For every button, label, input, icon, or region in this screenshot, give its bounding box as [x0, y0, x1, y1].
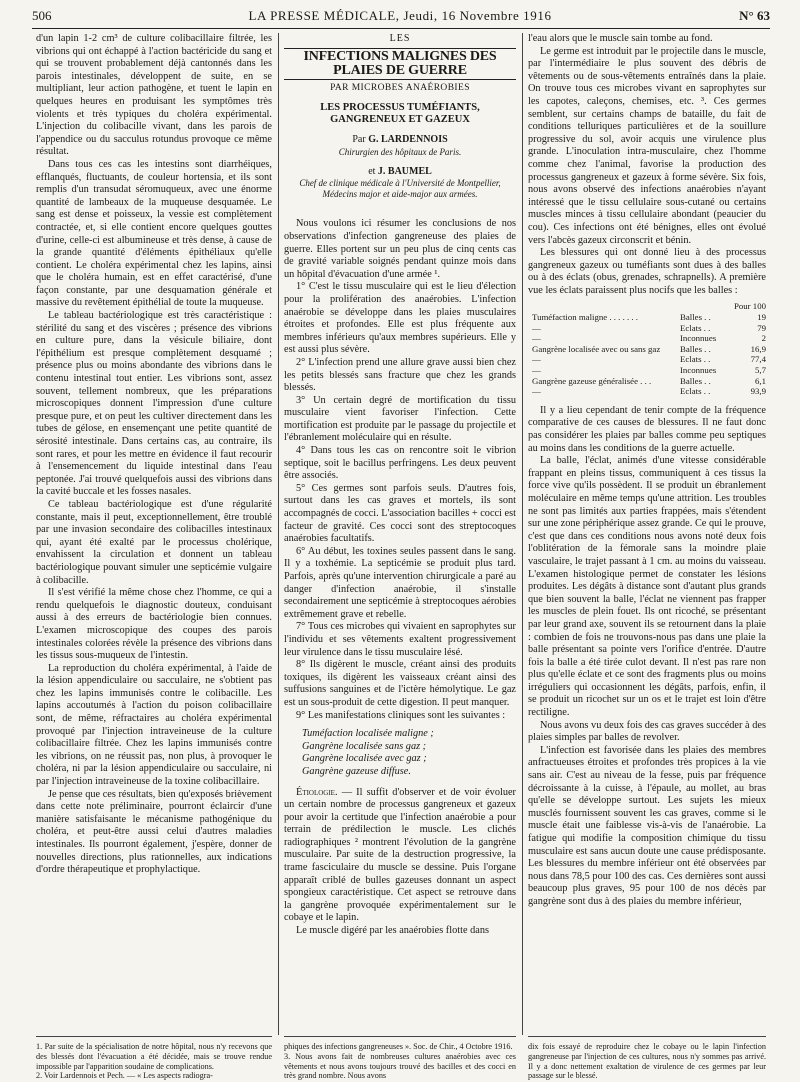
table-cell-val: 16,9	[750, 343, 766, 354]
paragraph: Le muscle digéré par les anaérobies flotte dans	[296, 925, 489, 937]
table-cell-cat: Eclats . .	[680, 322, 711, 333]
table-cell-val: 6,1	[755, 375, 766, 386]
paragraph: Il y a lieu cependant de tenir compte de la fréquence comparative de ces causes de blessures. Il ne faut donc pas considérer les plaies par balles comme peu septiques au moins dans les conditions de la guerre actuelle.	[528, 404, 766, 454]
footnote: dix fois essayé de reproduire chez le cobaye ou le lapin l'infection gangreneuse par l'injection de ces cultures, nous n'y sommes pas arrivé. Il y a donc nettement exaltation de virulence de ces germes par leur passage sur le blessé.	[528, 1042, 766, 1081]
paragraph: 5° Ces germes sont parfois seuls. D'autres fois, surtout dans les cas graves et mortels, ils sont accompagnés de cocci. L'association bacilles + cocci est facteur de gravité. Ces cocci sont des streptocoques anaérobies facultatifs.	[284, 482, 516, 545]
paragraph: La balle, l'éclat, animés d'une vitesse considérable frappant en pleins tissus, communiquent à ces tissus la force vive qu'ils possèdent. Il se produit un ébranlement moléculaire en même temps qu'une attrition. Les troubles ne sont pas limités aux parties frappées, mais s'étendent sur une zone périphérique assez grande. Ce qui le prouve, c'est que dans ces conditions nous avons noté deux fois l'oblitération de la fémorale sans la moindre plaie vasculaire, le trajet passant à 1 cm. au moins du vaisseau. L'examen histologique permet de constater les lésions produites. Les dégâts à distance sont d'autant plus grands que bien souvent la balle, l'éclat ne viennent pas frapper les muscles de plein fouet. Ils ont ricoché, se présentant par leur grand axe, souvent ils se retournent dans la plaie : combien de fois ne trouvons-nous pas dans une plaie la balle présentant sa pointe vers l'orifice d'entrée. D'autre fois la balle a été tirée culot devant. Il n'est pas rare non plus qu'elle éclate et ce sont des fragments plus ou moins irréguliers qui occasionnent les dégâts, parfois, enfin, il se produit un ricochet sur un os et le trajet est loin d'être rectiligne.	[528, 455, 766, 719]
author-line-1	[284, 134, 516, 147]
header-rule	[32, 28, 770, 29]
footnote-col-2	[284, 1042, 516, 1081]
table-cell-val: 2	[761, 333, 766, 344]
issue-number: N° 63	[739, 8, 770, 23]
etiologie-text: — Il suffit d'observer et de voir évoluer un certain nombre de processus gangreneux et gazeux pour avoir la certitude que l'infection anaérobie a pour terrain de prédilection le muscle. Les clichés radiographiques ² montrent l'évolution de la gangrène musculaire. Par suite de la destruction progressive, la trame fasciculaire du muscle se dessine. Puis l'organe apparaît criblé de bulles gazeuses donnant un aspect spongieux caractéristique. Cet aspect se retrouve dans la gangrène provoquée expérimentalement sur le cobaye et le lapin.	[284, 786, 516, 924]
paragraph: 1° C'est le tissu musculaire qui est le lieu d'élection pour la prolifération des anaérobies. L'infection anaérobie se développe dans les plaies musculaires étroites et profondes. Elle est plus fréquente aux membres inférieurs qu'aux membres supérieurs. Elle y est aussi plus sévère.	[284, 281, 516, 356]
table-row	[528, 312, 766, 323]
paragraph: L'infection est favorisée dans les plaies des membres anfractueuses étroites et profondes très propices à la vie sans air. C'est au niveau de la fesse, puis par fréquence décroissante à la cuisse, à l'épaule, au mollet, au bras qu'elle se développe surtout. Les sujets les mieux musclés fournissent souvent les cas graves, comme si le muscle était une faiblesse vis-à-vis de l'anaérobie. La fatigue qui modifie la composition chimique du tissu musculaire est sans aucun doute une cause prédisposante. Les blessures du membre inférieur ont été observées par nous dans 78,5 pour 100 des cas. Ces dernières sont aussi beaucoup plus graves, 95 pour 100 de nos décès par gangrène sont dus à des plaies du membre inférieur,	[528, 744, 766, 907]
table-cell-label: Tuméfaction maligne . . . . . . .	[532, 312, 638, 323]
table-cell-val: 77,4	[750, 354, 766, 365]
table-cell-cat: Inconnues	[680, 365, 717, 376]
footnote: 3. Nous avons fait de nombreuses cultures anaérobies avec ces vêtements et nous avons toujours trouvé des bacilles et des cocci en très grand nombre. Nous avons	[284, 1051, 516, 1081]
table-cell-val: 93,9	[750, 386, 766, 397]
footnote: 2. Voir Lardennois et Pech. — « Les aspects radiogra-	[36, 1071, 213, 1081]
wound-table	[528, 301, 766, 396]
footnote-col-1	[36, 1042, 272, 1081]
paragraph: Je pense que ces résultats, bien qu'exposés brièvement dans cette note préliminaire, pourront éclaircir d'une manière satisfaisante le mécanisme pathogénique du choléra, et peut-être aussi celui d'autres maladies intestinales. Ils pourront également, j'espère, donner de nouvelles directions, plus rationnelles, aux indications d'ordre thérapeutique et prophylactique.	[36, 788, 272, 876]
table-header: Pour 100	[733, 301, 766, 312]
table-cell-cat: Inconnues	[680, 333, 717, 344]
paragraph	[284, 787, 516, 926]
table-cell-cat: Eclats . .	[680, 354, 711, 365]
table-row	[528, 376, 766, 387]
author-2-role: Chef de clinique médicale à l'Université de Montpellier, Médecins major et aide-major aux armées.	[299, 178, 501, 200]
author-1: G. LARDENNOIS	[368, 134, 448, 146]
table-cell-val: 5,7	[755, 365, 766, 376]
paragraph: 3° Un certain degré de mortification du tissu musculaire vient favoriser l'infection. Cette mortification est produite par le passage du projectile et l'ébranlement moléculaire qui en résulte.	[284, 394, 516, 444]
par-label: Par	[352, 134, 366, 146]
footnote: 1. Par suite de la spécialisation de notre hôpital, nous n'y recevons que des blessés dont l'évacuation a été décidée, mais se trouve rendue impossible par l'apparition soudaine de complications.	[36, 1042, 272, 1071]
paragraph: 8° Ils digèrent le muscle, créant ainsi des produits toxiques, ils digèrent les vaisseaux créant ainsi des suffusions sanguines et de l'ictère hémolytique. Le gaz est un sous-produit de cette digestion. Il peut manquer.	[284, 659, 516, 708]
footnote-rule	[284, 1036, 516, 1037]
table-row	[528, 323, 766, 334]
article-subtitle: PAR MICROBES ANAÉROBIES	[330, 82, 470, 93]
column-3	[528, 33, 766, 1033]
list-item: Gangrène localisée avec gaz ;	[302, 753, 427, 765]
list-item: Tuméfaction localisée maligne ;	[302, 728, 434, 740]
paragraph: Ce tableau bactériologique est d'une régularité constante, mais il peut, exceptionnellement, être troublé par une invasion secondaire des colibacilles intestinaux qui, ayant été exalté par le processus cholérique, envahissent la circulation et donnent un tableau bactériologique pouvant simuler une septicémie vulgaire à colibacille.	[36, 498, 272, 586]
table-cell-val: 79	[757, 322, 766, 333]
table-cell-val: 19	[757, 312, 766, 323]
page-number: 506	[32, 8, 52, 23]
table-row	[528, 354, 766, 365]
author-1-role: Chirurgien des hôpitaux de Paris.	[338, 146, 462, 157]
footnote-col-3	[528, 1042, 766, 1081]
paragraph: Dans tous ces cas les intestins sont diarrhéiques, efflanqués, fluctuants, de couleur hortensia, et ils sont remplis d'un transudat séromuqueux, avec une énorme quantité de lambeaux de la muqueuse desquamée. Le sang est dense et poisseux, la vessie est complètement contractée, et, si elle contient encore quelques gouttes d'urine, celle-ci est albumineuse et très dense, à cause de la grande quantité d'éléments épithéliaux qu'elle contient. Le choléra expérimental chez les lapins, ainsi que le choléra humain, est en effet caractérisé, d'une façon constante, par une desquamation générale et massive du revêtement épithélial de toute la muqueuse.	[36, 158, 272, 309]
masthead: LA PRESSE MÉDICALE, Jeudi, 16 Novembre 1916	[248, 8, 552, 23]
etiologie-label: Étiologie.	[296, 786, 338, 798]
paragraph: Nous avons vu deux fois des cas graves succéder à des plaies simples par balles de revolver.	[528, 719, 766, 744]
paragraph: Le germe est introduit par le projectile dans le muscle, par l'intermédiaire le plus souvent des débris de vêtements ou de sous-vêtements entraînés dans la plaie. On trouve tous ces microbes vivant en saprophytes sur les capotes, caleçons, chemises, etc. ³. Ces germes semblent, sur certains champs de bataille, du fait de conditions telluriques particulières et de la souillure progressive du sol, avoir acquis une virulence plus grande. L'inoculation intra-musculaire, chez l'homme comme chez l'animal, favorise la production des processus gangreneux et gazeux à forme sévère. Six fois, nous avons observé des infections anaérobies n'ayant intéressé que le tissu cellulaire sous-cutané ou certains muscles minces à tissu cellulaire abondant (peaucier du cou). Ces infections ont été bénignes, elles ont évolué vers l'abcès gazeux circonscrit et bénin.	[528, 45, 766, 246]
column-2	[284, 33, 516, 1033]
table-cell-label: —	[532, 365, 541, 376]
article-processus: LES PROCESSUS TUMÉFIANTS, GANGRENEUX ET GAZEUX	[320, 102, 480, 126]
paragraph: 6° Au début, les toxines seules passent dans le sang. Il y a toxhémie. La septicémie se produit plus tard. Parfois, après qu'une intervention chirurgicale a paré au danger d'infection anaérobie, il s'installe secondairement une septicémie à streptocoques aérobies extrêmement grave et rebelle.	[284, 545, 516, 620]
paragraph: 2° L'infection prend une allure grave aussi bien chez les petits blessés sans fracture que chez les grands blessés.	[284, 356, 516, 394]
article-heading	[284, 33, 516, 200]
table-cell-cat: Balles . .	[680, 312, 711, 323]
paragraph: Le tableau bactériologique est très caractéristique : stérilité du sang et des viscères ; présence des vibrions en culture pure, dans la vésicule biliaire, dont l'épithélium est presque complètement desquamé ; présence plus ou moins abondante des vibrions dans le contenu intestinal tout entier. Les vibrions sont, assez souvent, tellement nombreux, que les préparations microscopiques donnent l'impression d'une culture presque pure, et on peut les cultiver directement dans les tubes de gélose, en ensemençant une petite quantité de sérosité intestinale. Dans certains cas, au contraire, ils sont rares, et pour les mettre en évidence il faut recourir à l'ensemencement du liquide intestinal dans l'eau peptonée. J'ai trouvé quelquefois aussi des vibrions dans la cavité buccale et les fosses nasales.	[36, 310, 272, 498]
list-item: Gangrène gazeuse diffuse.	[302, 765, 411, 777]
paragraph: Les blessures qui ont donné lieu à des processus gangreneux gazeux ou tuméfiants sont dues à des balles ou à des éclats (obus, grenades, schrapnells). A première vue les éclats paraissent plus nocifs que les balles :	[528, 247, 766, 296]
paragraph: 4° Dans tous les cas on rencontre soit le vibrion septique, soit le bacillus perfringens. Les deux peuvent être associés.	[284, 445, 516, 482]
column-1	[36, 33, 272, 1033]
column-divider	[522, 33, 523, 1035]
manifestations-list	[302, 728, 516, 778]
paragraph: 9° Les manifestations cliniques sont les suivantes :	[296, 709, 506, 721]
table-cell-label: Gangrène localisée avec ou sans gaz	[532, 343, 661, 354]
paragraph: Nous voulons ici résumer les conclusions de nos observations d'infection gangreneuse des plaies de guerre. Elles portent sur un peu plus de cinq cents cas de gravité variable soignés pendant quinze mois dans un hôpital d'évacuation d'une armée ¹.	[284, 218, 516, 280]
page-header	[26, 0, 774, 30]
footnote-rule	[36, 1036, 272, 1037]
table-cell-cat: Eclats . .	[680, 386, 711, 397]
table-cell-cat: Balles . .	[680, 375, 711, 386]
table-row	[528, 365, 766, 376]
paragraph: La reproduction du choléra expérimental, à l'aide de la lésion appendiculaire ou sacculaire, ne s'obtient pas chez les lapins immunisés contre le colibacille. Les lapins accoutumés à l'action du poison colibacillaire sont, de même, réfractaires au choléra expérimental provoqué par l'injection intraveineuse de la culture colibacillaire filtrée. Chez les lapins immunisés contre les vibrions, on ne réussit pas, non plus, à provoquer le choléra, ni par la lésion appendiculaire ou sacculaire, ni par l'injection intraveineuse de la toxine colibacillaire.	[36, 662, 272, 788]
article-les: LES	[389, 33, 411, 44]
table-cell-cat: Balles . .	[680, 343, 711, 354]
column-divider	[278, 33, 279, 1035]
article-title: INFECTIONS MALIGNES DES PLAIES DE GUERRE	[284, 48, 516, 80]
table-cell-label: —	[532, 333, 541, 344]
paragraph: d'un lapin 1-2 cm³ de culture colibacillaire filtrée, les vibrions qui ont échappé à l'action bactéricide du sang et qui se trouvent probablement déjà cantonnés dans les parois intestinales, développent de suite, en se multipliant, leur action pathogène, et tuent le lapin en quelques heures en produisant les symptômes très violents et très typiques du choléra expérimental. L'injection du colibacille vivant, dans les parois de l'appendice ou du sacculus rotundus provoque ce même résultat.	[36, 33, 272, 158]
author-2: J. BAUMEL	[377, 165, 432, 177]
table-row	[528, 386, 766, 397]
author-line-2	[284, 166, 516, 179]
table-row	[528, 333, 766, 344]
table-cell-label: —	[532, 386, 541, 397]
table-cell-label: Gangrène gazeuse généralisée . . .	[532, 375, 652, 386]
footnote-rule	[528, 1036, 766, 1037]
table-cell-label: —	[532, 322, 541, 333]
paragraph: Il s'est vérifié la même chose chez l'homme, ce qui a rendu quelquefois le diagnostic douteux, conduisant aussi à des erreurs de bactériologie bien connues. L'examen microscopique des coupes des parois intestinales colorées révèle la présence des vibrions dans les tissus sous-muqueux de l'intestin.	[36, 587, 272, 662]
table-cell-label: —	[532, 354, 541, 365]
et-label: et	[368, 165, 376, 177]
paragraph: l'eau alors que le muscle sain tombe au fond.	[528, 33, 713, 44]
list-item: Gangrène localisée sans gaz ;	[302, 740, 427, 752]
footnote: phiques des infections gangreneuses ». Soc. de Chir., 4 Octobre 1916.	[284, 1042, 513, 1051]
table-row	[528, 344, 766, 355]
paragraph: 7° Tous ces microbes qui vivaient en saprophytes sur l'individu et ses vêtements exaltent progressivement leur virulence dans le tissu musculaire lésé.	[284, 621, 516, 658]
